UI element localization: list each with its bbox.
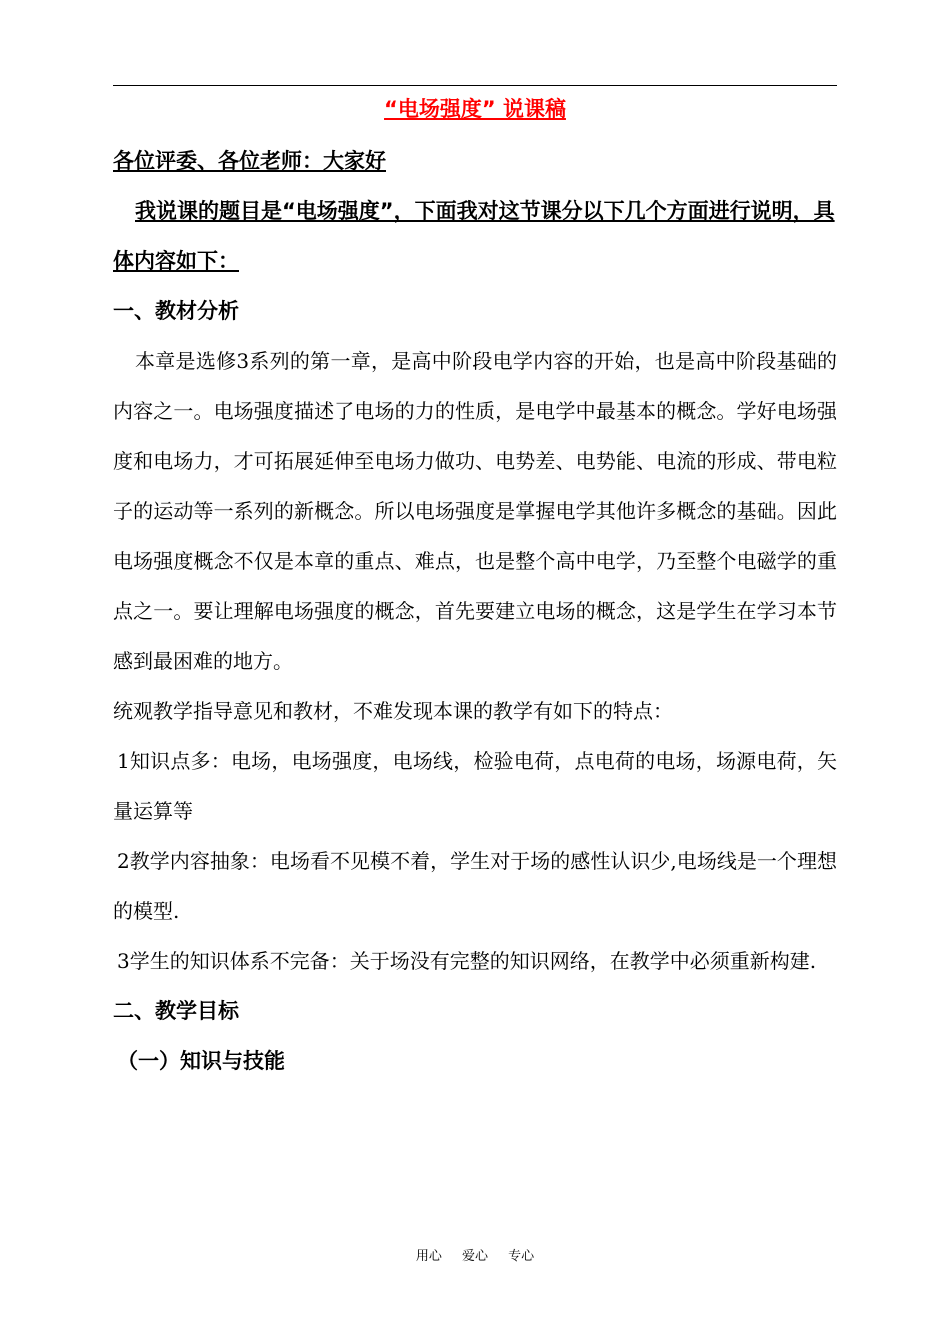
document-title bbox=[113, 94, 837, 124]
page-footer bbox=[0, 1247, 950, 1267]
footer-item-3: 专心 bbox=[508, 1249, 535, 1264]
paragraph-materials-analysis: 本章是选修3系列的第一章，是高中阶段电学内容的开始，也是高中阶段基础的内容之一。电场强度描述了电场的力的性质，是电学中最基本的概念。学好电场强度和电场力，才可拓展延伸至电场力做功、电势差、电势能、电流的形成、带电粒子的运动等一系列的新概念。所以电场强度是掌握电学其他许多概念的基础。因此电场强度概念不仅是本章的重点、难点，也是整个高中电学，乃至整个电磁学的重点之一。要让理解电场强度的概念，首先要建立电场的概念，这是学生在学习本节感到最困难的地方。 bbox=[113, 349, 837, 673]
paragraph-features-intro: 统观教学指导意见和教材，不难发现本课的教学有如下的特点： bbox=[113, 699, 673, 723]
footer-item-1: 用心 bbox=[415, 1249, 442, 1264]
section-heading-materials: 一、教材分析 bbox=[113, 299, 239, 323]
intro bbox=[113, 186, 837, 286]
document-body bbox=[113, 136, 837, 1086]
greeting-text: 各位评委、各位老师：大家好 bbox=[113, 149, 386, 173]
greeting bbox=[113, 136, 837, 186]
subheading-knowledge-skills: （一）知识与技能 bbox=[117, 1049, 285, 1073]
header-rule bbox=[113, 85, 837, 86]
document-title-text: “电场强度” 说课稿 bbox=[384, 97, 566, 121]
footer-item-2: 爱心 bbox=[461, 1249, 488, 1264]
list-item-feature-2: 2教学内容抽象：电场看不见模不着，学生对于场的感性认识少,电场线是一个理想的模型. bbox=[113, 849, 837, 923]
list-item-feature-1: 1知识点多：电场，电场强度，电场线，检验电荷，点电荷的电场，场源电荷，矢量运算等 bbox=[113, 749, 837, 823]
intro-text: 我说课的题目是“电场强度”，下面我对这节课分以下几个方面进行说明，具体内容如下： bbox=[113, 199, 835, 273]
list-item-feature-3: 3学生的知识体系不完备：关于场没有完整的知识网络，在教学中必须重新构建. bbox=[117, 949, 817, 973]
section-heading-objectives: 二、教学目标 bbox=[113, 999, 239, 1023]
